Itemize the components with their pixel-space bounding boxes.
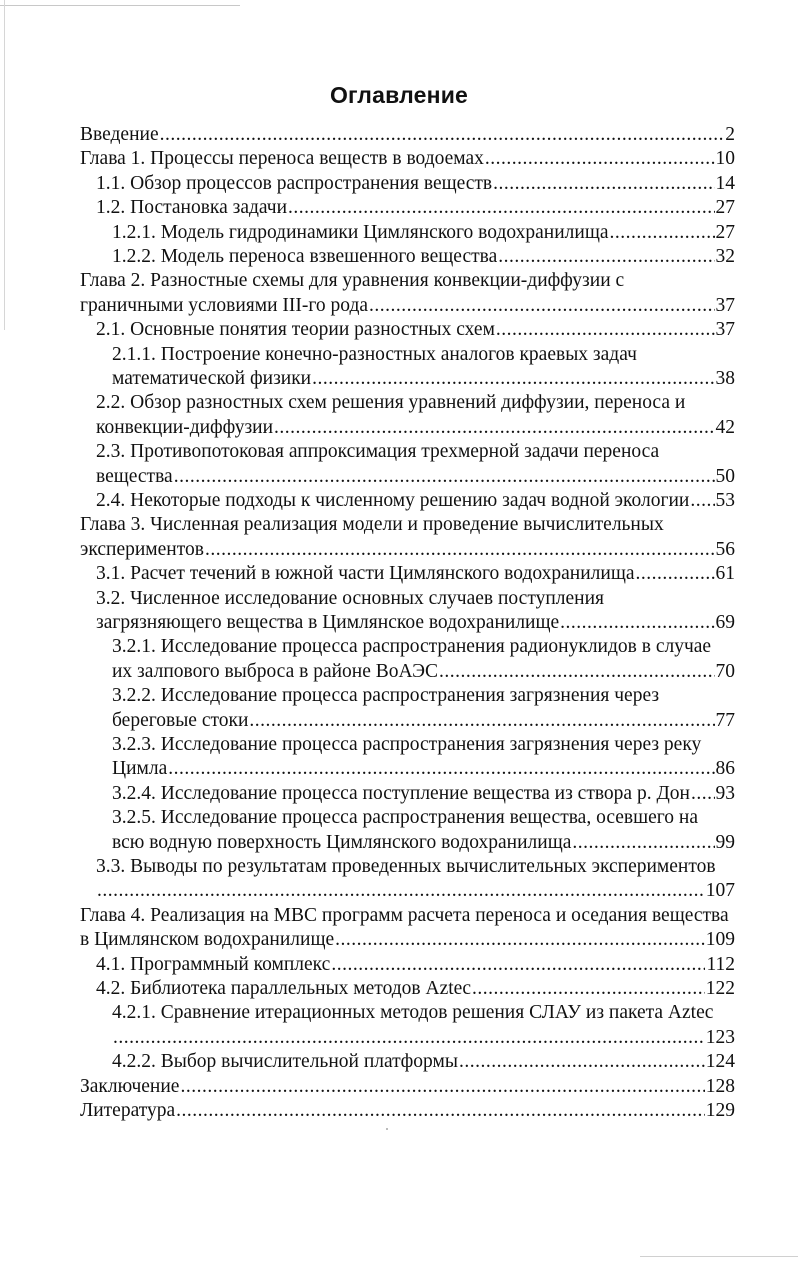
toc-entry (80, 904, 729, 928)
toc-page-number: 122 (705, 978, 735, 999)
toc-entry-title: Литература (80, 1100, 176, 1121)
toc-page-number: 69 (715, 612, 735, 633)
page-title: Оглавление (329, 82, 469, 108)
toc-entry-title: 3.2.4. Исследование процесса поступление вещества из створа р. Дон (112, 782, 690, 804)
toc-dot-leader (249, 709, 714, 733)
toc-entry-title: Цимла (112, 758, 168, 780)
toc-dot-leader (493, 172, 714, 196)
toc-entry-title: 1.2.1. Модель гидродинамики Цимлянского водохранилища (112, 221, 609, 243)
toc-entry-title: 4.2. Библиотека параллельных методов Aztec (96, 978, 471, 999)
toc-entry-title: 2.3. Противопотоковая аппроксимация трехмерной задачи переноса (96, 441, 660, 463)
toc-entry-title: 2.2. Обзор разностных схем решения уравнений диффузии, переноса и (96, 392, 686, 414)
toc-entry (112, 635, 711, 659)
toc-dot-leader (113, 1026, 705, 1050)
toc-page-number: 61 (715, 563, 735, 585)
toc-page-number: 38 (715, 368, 735, 389)
toc-page-number: 14 (715, 172, 735, 194)
toc-entry-title: загрязняющего вещества в Цимлянское водохранилище (96, 612, 560, 633)
toc-entry (112, 1050, 735, 1074)
toc-entry-title: береговые стоки (112, 709, 249, 731)
toc-entry (112, 806, 698, 830)
toc-entry-title: 3.2.1. Исследование процесса распространения радионуклидов в случае (112, 636, 712, 658)
toc-dot-leader (690, 489, 714, 513)
toc-entry (80, 1099, 735, 1123)
toc-entry (96, 440, 659, 464)
toc-entry (96, 196, 735, 220)
toc-entry (96, 562, 735, 586)
toc-entry (96, 465, 735, 489)
toc-dot-leader (274, 416, 714, 440)
toc-page-number: 93 (715, 782, 735, 804)
toc-entry (96, 318, 735, 342)
toc-dot-leader (472, 977, 705, 1001)
toc-entry-title: 1.1. Обзор процессов распространения веществ (96, 172, 493, 194)
toc-dot-leader (176, 1099, 705, 1123)
toc-entry-title: их залпового выброса в районе ВоАЭС (112, 660, 438, 682)
toc-entry (112, 733, 701, 757)
toc-page-number: 27 (715, 221, 735, 243)
toc-entry (112, 245, 735, 269)
toc-entry-title: 3.2.2. Исследование процесса распространения загрязнения через (112, 685, 660, 707)
toc-entry (112, 221, 735, 245)
toc-entry-title: 3.2. Численное исследование основных случаев поступления (96, 587, 604, 609)
toc-dot-leader (691, 782, 715, 806)
toc-entry-title: 2.1. Основные понятия теории разностных схем (96, 319, 495, 341)
toc-entry-title: 3.3. Выводы по результатам проведенных вычислительных экспериментов (96, 856, 716, 877)
toc-entry (112, 1026, 735, 1050)
toc-page-number: 99 (715, 831, 735, 853)
toc-entry (112, 684, 659, 708)
toc-entry (112, 782, 735, 806)
toc-dot-leader (636, 562, 715, 586)
toc-page-number: 10 (715, 148, 735, 170)
toc-page-number: 112 (706, 953, 735, 975)
toc-entry-title: Глава 3. Численная реализация модели и проведение вычислительных (80, 514, 664, 536)
toc-page-number: 128 (705, 1075, 735, 1097)
toc-dot-leader (288, 196, 714, 220)
toc-dot-leader (331, 953, 705, 977)
toc-entry (80, 1075, 735, 1099)
toc-entry (112, 709, 735, 733)
toc-entry-title: 4.2.2. Выбор вычислительной платформы (112, 1051, 458, 1073)
scan-speck (386, 1128, 388, 1130)
toc-entry (80, 269, 624, 293)
toc-dot-leader (369, 294, 714, 318)
toc-entry (96, 172, 735, 196)
scan-edge-left (4, 0, 5, 330)
toc-dot-leader (335, 928, 705, 952)
toc-dot-leader (560, 611, 714, 635)
toc-dot-leader (97, 879, 705, 903)
toc-page-number: 86 (715, 758, 735, 780)
toc-entry (96, 391, 685, 415)
toc-entry-title: 1.2. Постановка задачи (96, 197, 288, 219)
toc-entry-title: 2.1.1. Построение конечно-разностных аналогов краевых задач (112, 343, 637, 365)
toc-dot-leader (205, 538, 715, 562)
toc-entry-title: Введение (80, 124, 159, 145)
toc-page-number: 37 (715, 294, 735, 316)
toc-page-number: 129 (705, 1100, 735, 1121)
toc-dot-leader (485, 147, 715, 171)
toc-page-number: 123 (705, 1026, 735, 1048)
toc-page-number: 70 (715, 660, 735, 682)
toc-dot-leader (610, 221, 715, 245)
toc-page-number: 53 (715, 490, 735, 511)
toc-page-number: 27 (715, 197, 735, 219)
toc-page-number: 32 (715, 246, 735, 267)
toc-entry-title: 3.2.5. Исследование процесса распространения вещества, осевшего на (112, 807, 698, 829)
toc-entry-title: всю водную поверхность Цимлянского водохранилища (112, 831, 572, 853)
toc-entry-title: Глава 1. Процессы переноса веществ в водоемах (80, 148, 484, 170)
toc-entry (96, 416, 735, 440)
toc-dot-leader (174, 465, 715, 489)
toc-entry (112, 1001, 713, 1025)
toc-entry-title: 4.1. Программный комплекс (96, 953, 331, 975)
toc-entry-title: вещества (96, 465, 173, 487)
toc-entry (96, 977, 735, 1001)
toc-entry-title: Заключение (80, 1075, 180, 1097)
toc-entry (112, 367, 735, 391)
toc-entry (112, 831, 735, 855)
toc-entry-title: 3.1. Расчет течений в южной части Цимлянского водохранилища (96, 563, 635, 585)
toc-page-number: 42 (715, 416, 735, 438)
toc-entry (112, 343, 637, 367)
toc-entry-title: 4.2.1. Сравнение итерационных методов решения СЛАУ из пакета Aztec (112, 1002, 714, 1024)
toc-entry (96, 879, 735, 903)
toc-dot-leader (496, 318, 715, 342)
toc-page-number: 107 (705, 880, 735, 902)
toc-dot-leader (168, 757, 714, 781)
toc-entry (96, 953, 735, 977)
toc-entry-title: Глава 2. Разностные схемы для уравнения конвекции-диффузии с (80, 270, 625, 292)
toc-dot-leader (498, 245, 714, 269)
toc-dot-leader (459, 1050, 705, 1074)
toc-entry (80, 123, 735, 147)
toc-entry-title: 1.2.2. Модель переноса взвешенного вещества (112, 246, 498, 267)
toc-dot-leader (180, 1075, 704, 1099)
toc-entry-title: 2.4. Некоторые подходы к численному решению задач водной экологии (96, 490, 690, 511)
toc-entry (96, 489, 735, 513)
toc-page-number: 50 (715, 465, 735, 487)
toc-entry-title: конвекции-диффузии (96, 416, 274, 438)
toc-entry-title: 3.2.3. Исследование процесса распространения загрязнения через реку (112, 734, 702, 755)
toc-entry-title: граничными условиями III-го рода (80, 294, 369, 316)
toc-entry (96, 587, 604, 611)
toc-entry-title: математической физики (112, 368, 312, 389)
scan-edge-top (0, 5, 240, 6)
toc-entry (80, 294, 735, 318)
toc-page-number: 56 (715, 538, 735, 560)
toc-dot-leader (160, 123, 725, 147)
toc-entry (96, 611, 735, 635)
toc-page-number: 109 (705, 929, 735, 951)
toc-dot-leader (312, 367, 714, 391)
toc-entry (112, 757, 735, 781)
toc-page-number: 2 (725, 124, 735, 145)
toc-entry (80, 147, 735, 171)
toc-entry-title: в Цимлянском водохранилище (80, 929, 335, 951)
scan-edge-bottom (640, 1256, 798, 1257)
toc-dot-leader (572, 831, 714, 855)
toc-entry (112, 660, 735, 684)
toc-page-number: 77 (715, 709, 735, 731)
toc-dot-leader (439, 660, 715, 684)
toc-page-number: 124 (705, 1051, 735, 1073)
toc-entry (80, 928, 735, 952)
toc-entry (80, 513, 664, 537)
toc-page-number: 37 (715, 319, 735, 341)
toc-entry-title: Глава 4. Реализация на МВС программ расчета переноса и оседания вещества (80, 904, 729, 926)
toc-entry-title: экспериментов (80, 538, 204, 560)
toc-entry (80, 538, 735, 562)
toc-entry (96, 855, 716, 879)
